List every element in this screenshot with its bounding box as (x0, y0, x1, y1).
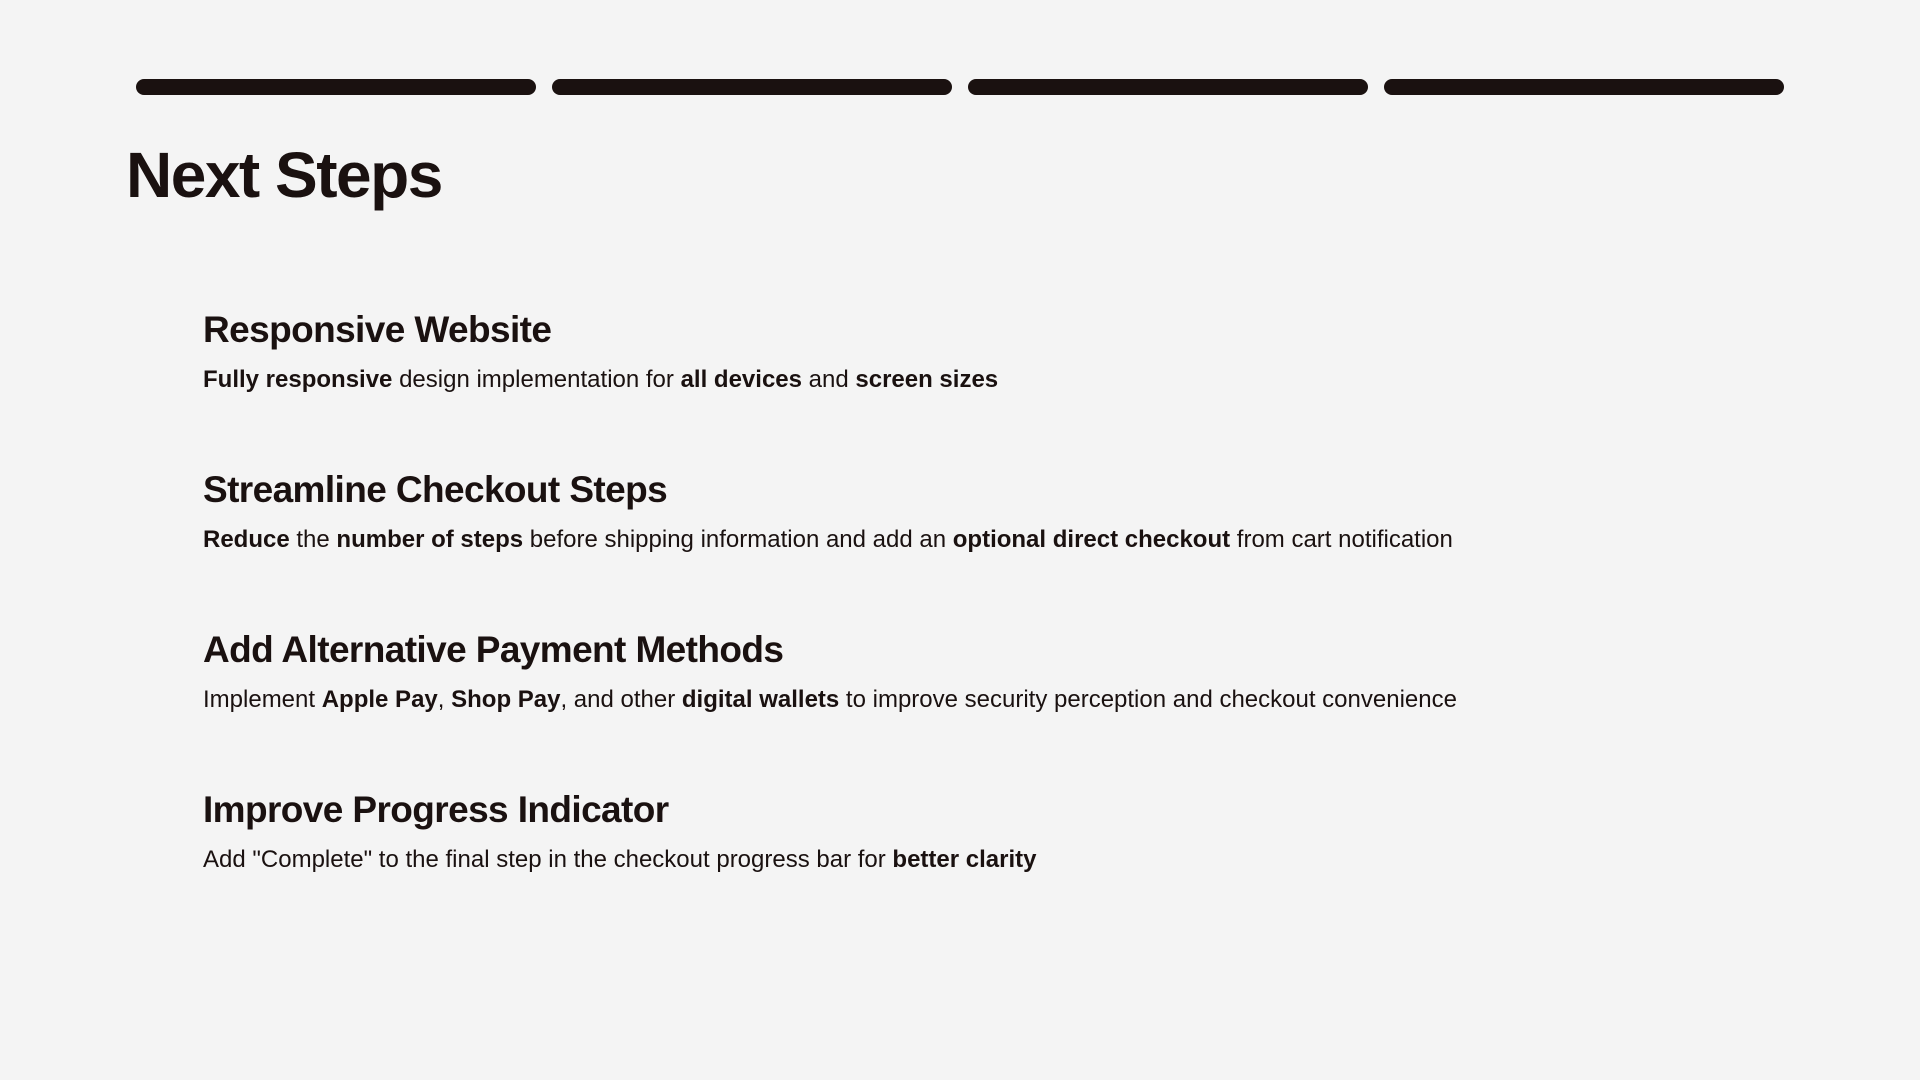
emphasis-text: Fully responsive (203, 366, 393, 393)
emphasis-text: screen sizes (855, 366, 999, 393)
emphasis-text: better clarity (892, 846, 1037, 873)
step-item (203, 785, 1843, 945)
step-description (203, 523, 1843, 557)
body-text: to improve security perception and checkout convenience (839, 686, 1457, 713)
step-title: Streamline Checkout Steps (203, 469, 668, 510)
emphasis-text: all devices (680, 366, 802, 393)
emphasis-text: Apple Pay (321, 686, 438, 713)
step-title: Add Alternative Payment Methods (203, 629, 784, 670)
next-steps-list (203, 305, 1843, 945)
step-title: Improve Progress Indicator (203, 789, 669, 830)
body-text: , (437, 686, 452, 713)
emphasis-text: digital wallets (681, 686, 840, 713)
emphasis-text: optional direct checkout (952, 526, 1231, 553)
body-text: the (289, 526, 337, 553)
body-text: from cart notification (1230, 526, 1453, 553)
body-text: and (801, 366, 856, 393)
emphasis-text: Shop Pay (451, 686, 561, 713)
progress-segment (552, 79, 952, 95)
step-description (203, 843, 1843, 877)
page-title: Next Steps (126, 139, 442, 211)
step-item (203, 625, 1843, 785)
step-item (203, 305, 1843, 465)
progress-segment (136, 79, 536, 95)
emphasis-text: number of steps (336, 526, 524, 553)
step-item (203, 465, 1843, 625)
progress-segment (968, 79, 1368, 95)
body-text: , and other (560, 686, 682, 713)
step-description (203, 683, 1843, 717)
step-description (203, 363, 1843, 397)
body-text: before shipping information and add an (523, 526, 953, 553)
body-text: Add "Complete" to the final step in the checkout progress bar for (203, 846, 893, 873)
body-text: design implementation for (392, 366, 681, 393)
body-text: Implement (203, 686, 322, 713)
progress-bar (136, 79, 1784, 95)
emphasis-text: Reduce (203, 526, 290, 553)
progress-segment (1384, 79, 1784, 95)
step-title: Responsive Website (203, 309, 552, 350)
